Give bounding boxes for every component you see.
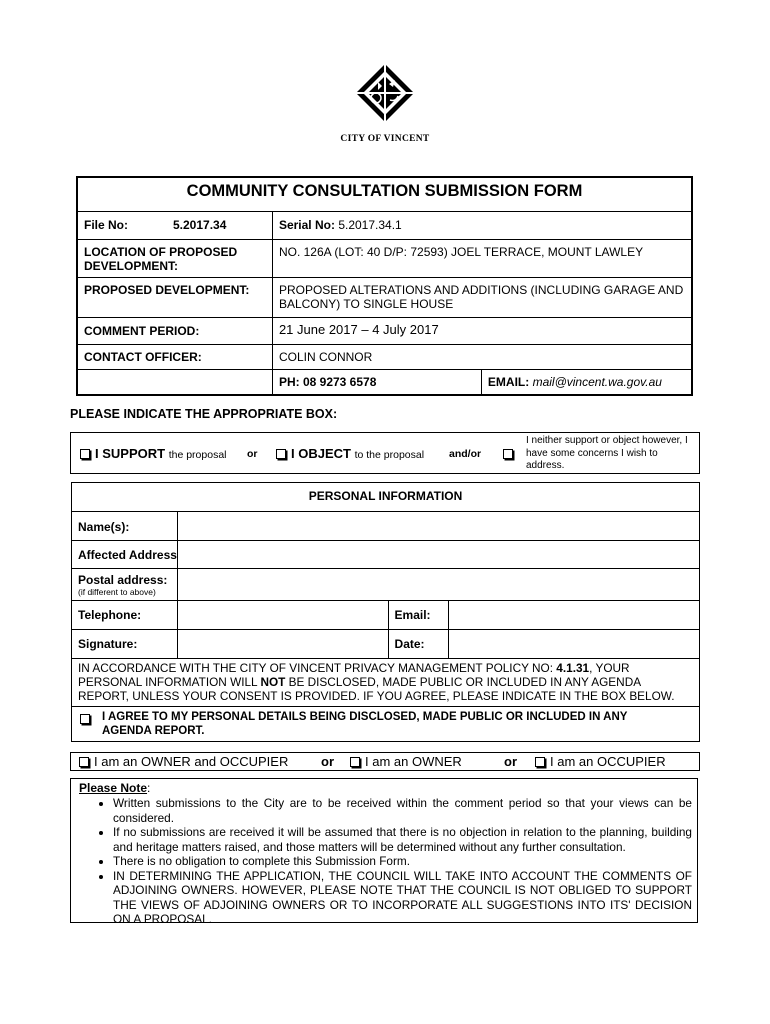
agree-checkbox[interactable] xyxy=(80,714,90,724)
or-label-1: or xyxy=(321,754,334,769)
form-title: COMMUNITY CONSULTATION SUBMISSION FORM xyxy=(77,177,692,212)
serial-no-label: Serial No: xyxy=(278,218,335,232)
indicate-heading: PLEASE INDICATE THE APPROPRIATE BOX: xyxy=(70,407,338,421)
object-suffix: to the proposal xyxy=(354,449,425,461)
file-no-value: 5.2017.34 xyxy=(173,218,227,232)
postal-address-label: Postal address: xyxy=(78,573,168,587)
owner-occupier-label: I am an OWNER and OCCUPIER xyxy=(94,754,289,769)
support-option[interactable] xyxy=(80,446,227,461)
telephone-field[interactable] xyxy=(177,601,388,630)
object-option[interactable] xyxy=(276,446,424,461)
proposed-development-label: PROPOSED DEVELOPMENT: xyxy=(77,278,272,318)
note-item: • Written submissions to the City are to be received within the comment period so that your views can be considered. xyxy=(113,796,692,825)
support-object-box xyxy=(70,432,700,474)
privacy-text-2: , YOUR PERSONAL INFORMATION WILL xyxy=(78,661,630,689)
postal-address-field[interactable] xyxy=(177,569,699,601)
owner-option[interactable] xyxy=(350,754,462,769)
privacy-text-3: BE DISCLOSED, MADE PUBLIC OR INCLUDED IN ANY AGENDA REPORT, UNLESS YOUR CONSENT IS PROVIDED. IF YOU AGREE, PLEASE INDICATE IN THE BOX BELOW. xyxy=(78,675,675,703)
personal-info-heading: PERSONAL INFORMATION xyxy=(72,483,700,512)
location-label: LOCATION OF PROPOSED DEVELOPMENT: xyxy=(77,240,272,278)
owner-occupier-option[interactable] xyxy=(79,754,288,769)
postal-address-note: (if different to above) xyxy=(78,587,156,597)
notes-list xyxy=(79,796,692,927)
signature-label: Signature: xyxy=(72,630,178,659)
file-no-label: File No: xyxy=(84,218,128,232)
affected-address-label: Affected Address xyxy=(72,541,178,569)
names-field[interactable] xyxy=(177,512,699,541)
date-field[interactable] xyxy=(448,630,700,659)
contact-officer-value: COLIN CONNOR xyxy=(272,345,692,370)
email-label: EMAIL: xyxy=(487,375,530,389)
date-label: Date: xyxy=(388,630,448,659)
please-note-heading: Please Note xyxy=(79,781,148,795)
occupier-checkbox[interactable] xyxy=(535,757,545,767)
agree-label: I AGREE TO MY PERSONAL DETAILS BEING DISCLOSED, MADE PUBLIC OR INCLUDED IN ANY AGENDA REPORT. xyxy=(102,711,628,737)
neither-checkbox[interactable] xyxy=(503,449,513,459)
occupier-option[interactable] xyxy=(535,754,666,769)
owner-checkbox[interactable] xyxy=(350,757,360,767)
phone-label: PH: xyxy=(278,375,300,389)
support-label: I SUPPORT xyxy=(95,446,166,461)
privacy-statement xyxy=(72,659,700,707)
comment-period-label: COMMENT PERIOD: xyxy=(77,318,272,345)
agree-option[interactable] xyxy=(72,707,700,742)
and-or-label: and/or xyxy=(449,448,482,460)
owner-label: I am an OWNER xyxy=(365,754,462,769)
support-suffix: the proposal xyxy=(168,449,227,461)
telephone-label: Telephone: xyxy=(72,601,178,630)
serial-no-value: 5.2017.34.1 xyxy=(338,218,402,232)
affected-address-field[interactable] xyxy=(177,541,699,569)
support-checkbox[interactable] xyxy=(80,449,90,459)
email-field[interactable] xyxy=(448,601,700,630)
please-note-box: Please Note: • Written submissions to the City are to be received within the comment period so that your views can be considered. • If no submissions are received it will be assumed that there is no objection in relation to the planning, building and heritage matters raised, and those matters will be determined without any further consultation. • There is no obligation to complete this Submission Form. • IN DETERMINING THE APPLICATION, THE COUNCIL WILL TAKE INTO ACCOUNT THE COMMENTS OF ADJOINING OWNERS. HOWEVER, PLEASE NOTE THAT THE COUNCIL IS NOT OBLIGED TO SUPPORT THE VIEWS OF ADJOINING OWNERS OR TO INCORPORATE ALL SUGGESTIONS INTO ITS' DECISION ON A PROPOSAL. xyxy=(70,778,698,923)
privacy-not: NOT xyxy=(260,675,286,689)
privacy-policy-number: 4.1.31 xyxy=(556,661,590,675)
neither-option[interactable] xyxy=(503,447,518,461)
location-value: NO. 126A (LOT: 40 D/P: 72593) JOEL TERRACE, MOUNT LAWLEY xyxy=(272,240,692,278)
privacy-text-1: IN ACCORDANCE WITH THE CITY OF VINCENT PRIVACY MANAGEMENT POLICY NO: xyxy=(78,661,557,675)
note-item: • IN DETERMINING THE APPLICATION, THE COUNCIL WILL TAKE INTO ACCOUNT THE COMMENTS OF ADJOINING OWNERS. HOWEVER, PLEASE NOTE THAT THE COUNCIL IS NOT OBLIGED TO SUPPORT THE VIEWS OF ADJOINING OWNERS OR TO INCORPORATE ALL SUGGESTIONS INTO ITS' DECISION ON A PROPOSAL. xyxy=(113,869,692,927)
or-label-2: or xyxy=(504,754,517,769)
object-label: I OBJECT xyxy=(291,446,351,461)
phone-value: 08 9273 6578 xyxy=(302,375,377,389)
note-item: • There is no obligation to complete this Submission Form. xyxy=(113,854,692,869)
comment-period-value: 21 June 2017 – 4 July 2017 xyxy=(272,318,692,345)
city-crest-logo xyxy=(354,62,416,124)
names-label: Name(s): xyxy=(72,512,178,541)
owner-occupier-box xyxy=(70,752,700,771)
or-label: or xyxy=(247,448,258,460)
email-field-label: Email: xyxy=(388,601,448,630)
contact-officer-label: CONTACT OFFICER: xyxy=(77,345,272,370)
object-checkbox[interactable] xyxy=(276,449,286,459)
personal-information-table xyxy=(71,482,700,742)
owner-occupier-checkbox[interactable] xyxy=(79,757,89,767)
note-item: • If no submissions are received it will be assumed that there is no objection in relation to the planning, building and heritage matters raised, and those matters will be determined without any further consultation. xyxy=(113,825,692,854)
submission-details-table xyxy=(76,176,693,396)
proposed-development-value: PROPOSED ALTERATIONS AND ADDITIONS (INCLUDING GARAGE AND BALCONY) TO SINGLE HOUSE xyxy=(272,278,692,318)
neither-label: I neither support or object however, I have some concerns I wish to address. xyxy=(526,435,688,471)
email-value[interactable]: mail@vincent.wa.gov.au xyxy=(532,375,662,389)
occupier-label: I am an OCCUPIER xyxy=(550,754,666,769)
signature-field[interactable] xyxy=(177,630,388,659)
organisation-name: CITY OF VINCENT xyxy=(340,134,430,144)
